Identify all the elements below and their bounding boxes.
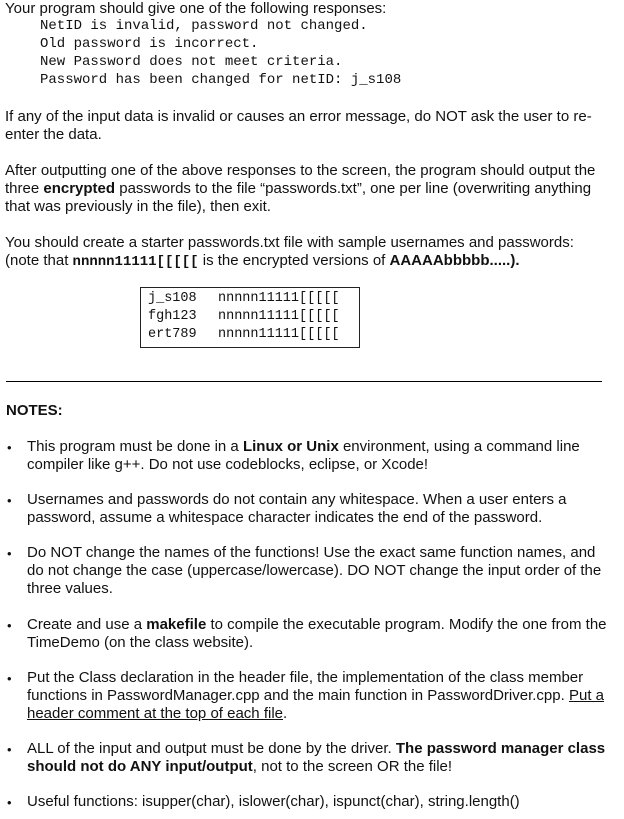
sample-passwords-file xyxy=(140,287,360,348)
bullet-icon: • xyxy=(7,618,12,633)
bullet-icon: • xyxy=(7,440,12,455)
note-item: Do NOT change the names of the functions! Use the exact same function names, and do not change the case (uppercase/lowercase). DO NOT change the input order of the three values. xyxy=(27,544,602,597)
response-item: NetID is invalid, password not changed. xyxy=(40,18,368,34)
note-item: Create and use a makefile to compile the executable program. Modify the one from the TimeDemo (on the class website). xyxy=(27,616,607,651)
bullet-icon: • xyxy=(7,546,12,561)
note-item: This program must be done in a Linux or Unix environment, using a command line compiler like g++. Do not use codeblocks, eclipse, or Xcode! xyxy=(27,438,580,473)
sample-row: j_s108 nnnnn11111[[[[[ xyxy=(148,291,340,306)
bullet-icon: • xyxy=(7,795,12,810)
note-item: ALL of the input and output must be done by the driver. The password manager class should not do ANY input/output, not to the screen OR the file! xyxy=(27,740,606,775)
paragraph-starter-file: You should create a starter passwords.txt file with sample usernames and passwords: (note that nnnnn11111[[[[[ is the encrypted versions of AAAAAbbbbb.....). xyxy=(5,234,574,270)
bullet-icon: • xyxy=(7,493,12,508)
note-item: Put the Class declaration in the header file, the implementation of the class member functions in PasswordManager.cpp and the main function in PasswordDriver.cpp. Put a header comment at the top of each file. xyxy=(27,669,604,722)
note-item: Usernames and passwords do not contain any whitespace. When a user enters a password, assume a whitespace character indicates the end of the password. xyxy=(27,491,567,526)
response-item: Old password is incorrect. xyxy=(40,36,259,52)
bullet-icon: • xyxy=(7,671,12,686)
notes-heading: NOTES: xyxy=(6,402,63,419)
note-item: Useful functions: isupper(char), islower(char), ispunct(char), string.length() xyxy=(27,793,520,810)
bullet-icon: • xyxy=(7,742,12,757)
paragraph-invalid-input: If any of the input data is invalid or causes an error message, do NOT ask the user to re-enter the data. xyxy=(5,108,592,143)
sample-row: fgh123 nnnnn11111[[[[[ xyxy=(148,309,340,324)
sample-row: ert789 nnnnn11111[[[[[ xyxy=(148,327,340,342)
paragraph-output-file: After outputting one of the above responses to the screen, the program should output the three encrypted passwords to the file “passwords.txt”, one per line (overwriting anything that was previously in the file), then exit. xyxy=(5,162,596,215)
intro-line: Your program should give one of the following responses: xyxy=(5,0,387,17)
response-item: New Password does not meet criteria. xyxy=(40,54,343,70)
section-divider xyxy=(6,381,602,382)
response-item: Password has been changed for netID: j_s108 xyxy=(40,72,402,88)
